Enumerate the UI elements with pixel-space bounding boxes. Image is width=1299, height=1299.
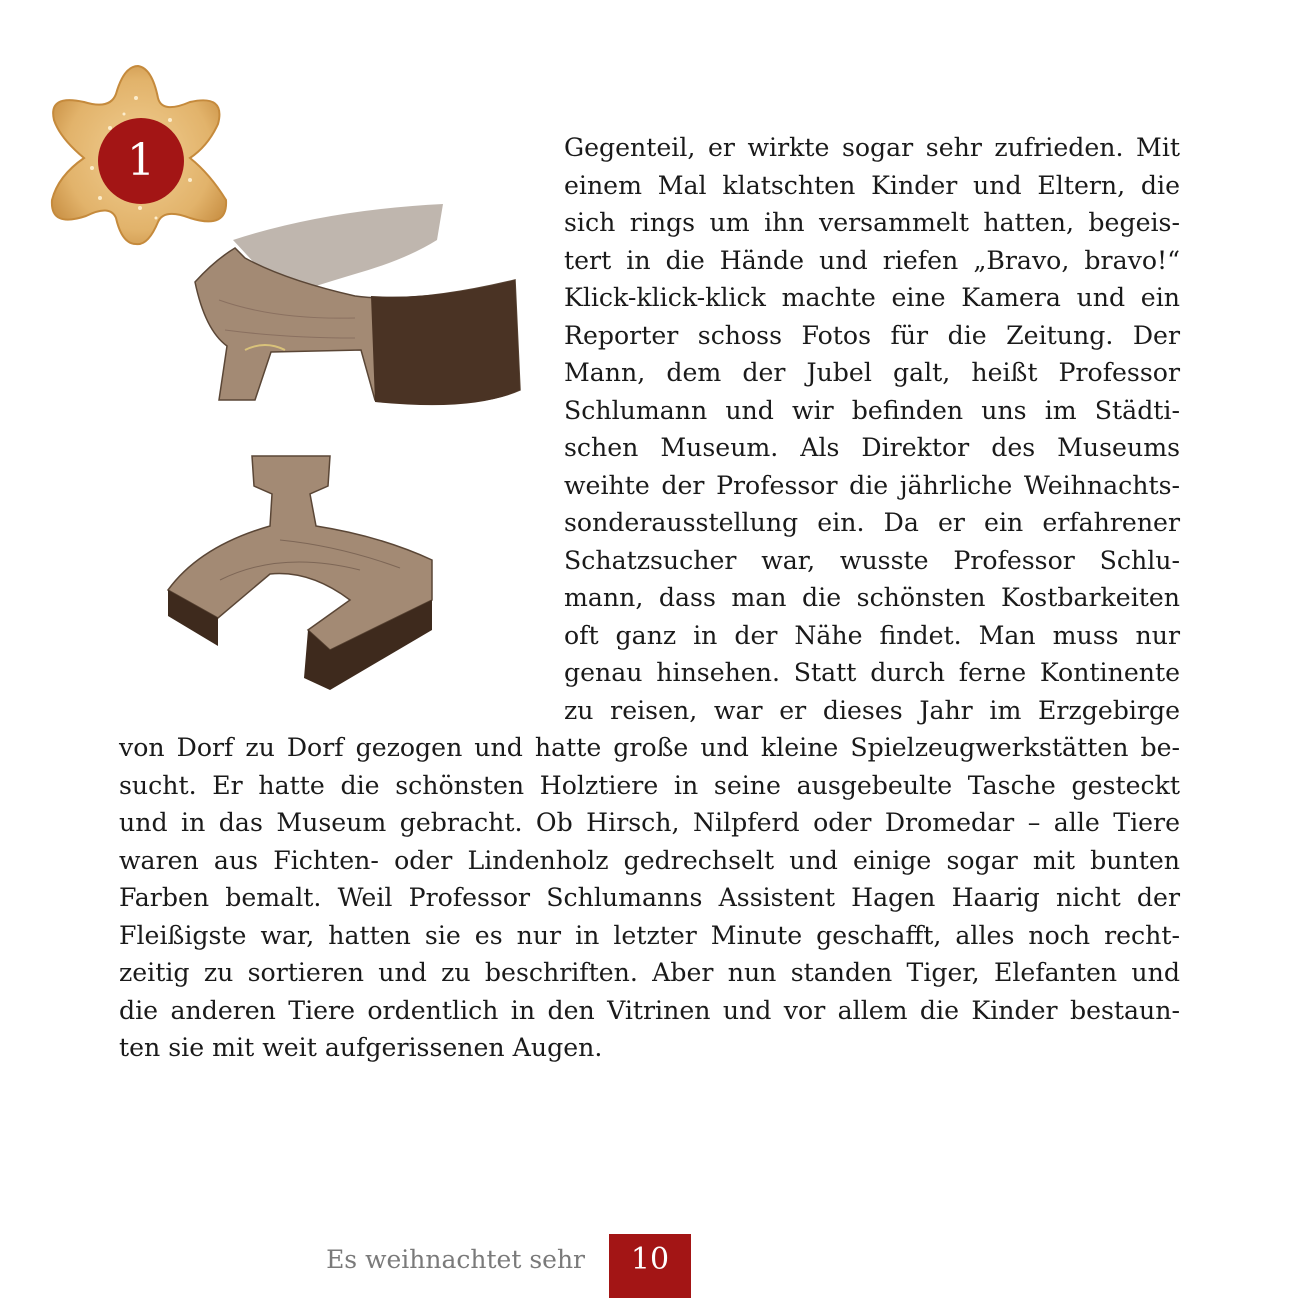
text-line: sucht. Er hatte die schönsten Holztiere in seine ausgebeulte Tasche gesteckt bbox=[119, 770, 1180, 800]
wooden-toy-stand-icon bbox=[160, 450, 440, 700]
text-line: mann, dass man die schönsten Kostbarkeiten bbox=[564, 583, 1180, 612]
text-line: Schatzsucher war, wusste Professor Schlu- bbox=[564, 545, 1180, 575]
body-text-right-column bbox=[564, 129, 1180, 729]
text-line: Farben bemalt. Weil Professor Schlumanns Assistent Hagen Haarig nicht der bbox=[119, 883, 1180, 912]
text-line: Mann, dem der Jubel galt, heißt Professor bbox=[564, 358, 1180, 387]
body-text-full-width bbox=[119, 729, 1180, 1067]
text-line: einem Mal klatschten Kinder und Eltern, die bbox=[564, 170, 1180, 200]
wooden-toy-animal-illustration bbox=[175, 200, 535, 440]
text-line: oft ganz in der Nähe findet. Man muss nur bbox=[564, 620, 1180, 650]
book-title: Es weihnachtet sehr bbox=[326, 1245, 585, 1274]
text-line: die anderen Tiere ordentlich in den Vitrinen und vor allem die Kinder bestaun- bbox=[119, 995, 1180, 1025]
text-line: weihte der Professor die jährliche Weihnachts- bbox=[564, 470, 1180, 500]
text-line: genau hinsehen. Statt durch ferne Kontinente bbox=[564, 658, 1180, 687]
text-line: tert in die Hände und riefen „Bravo, bravo!“ bbox=[564, 245, 1180, 275]
text-line: zu reisen, war er dieses Jahr im Erzgebirge bbox=[564, 695, 1180, 725]
text-line: Klick-klick-klick machte eine Kamera und ein bbox=[564, 283, 1180, 312]
wooden-toy-animal-icon bbox=[175, 200, 535, 440]
text-line: und in das Museum gebracht. Ob Hirsch, Nilpferd oder Dromedar – alle Tiere bbox=[119, 808, 1180, 837]
text-line: ten sie mit weit aufgerissenen Augen. bbox=[119, 1033, 603, 1062]
chapter-number: 1 bbox=[98, 118, 184, 204]
text-line: waren aus Fichten- oder Lindenholz gedrechselt und einige sogar mit bunten bbox=[119, 845, 1180, 875]
text-line: sich rings um ihn versammelt hatten, begeis- bbox=[564, 208, 1180, 237]
text-line: schen Museum. Als Direktor des Museums bbox=[564, 433, 1180, 462]
text-line: von Dorf zu Dorf gezogen und hatte große und kleine Spielzeugwerkstätten be- bbox=[119, 733, 1180, 762]
wooden-toy-stand-illustration bbox=[160, 450, 440, 700]
text-line: sonderausstellung ein. Da er ein erfahrener bbox=[564, 508, 1180, 537]
text-line: Schlumann und wir befinden uns im Städti- bbox=[564, 395, 1180, 425]
text-line: Reporter schoss Fotos für die Zeitung. Der bbox=[564, 320, 1180, 350]
text-line: zeitig zu sortieren und zu beschriften. Aber nun standen Tiger, Elefanten und bbox=[119, 958, 1180, 987]
text-line: Gegenteil, er wirkte sogar sehr zufrieden. Mit bbox=[564, 133, 1180, 162]
page-number: 10 bbox=[609, 1234, 691, 1298]
text-line: Fleißigste war, hatten sie es nur in letzter Minute geschafft, alles noch recht- bbox=[119, 920, 1180, 950]
